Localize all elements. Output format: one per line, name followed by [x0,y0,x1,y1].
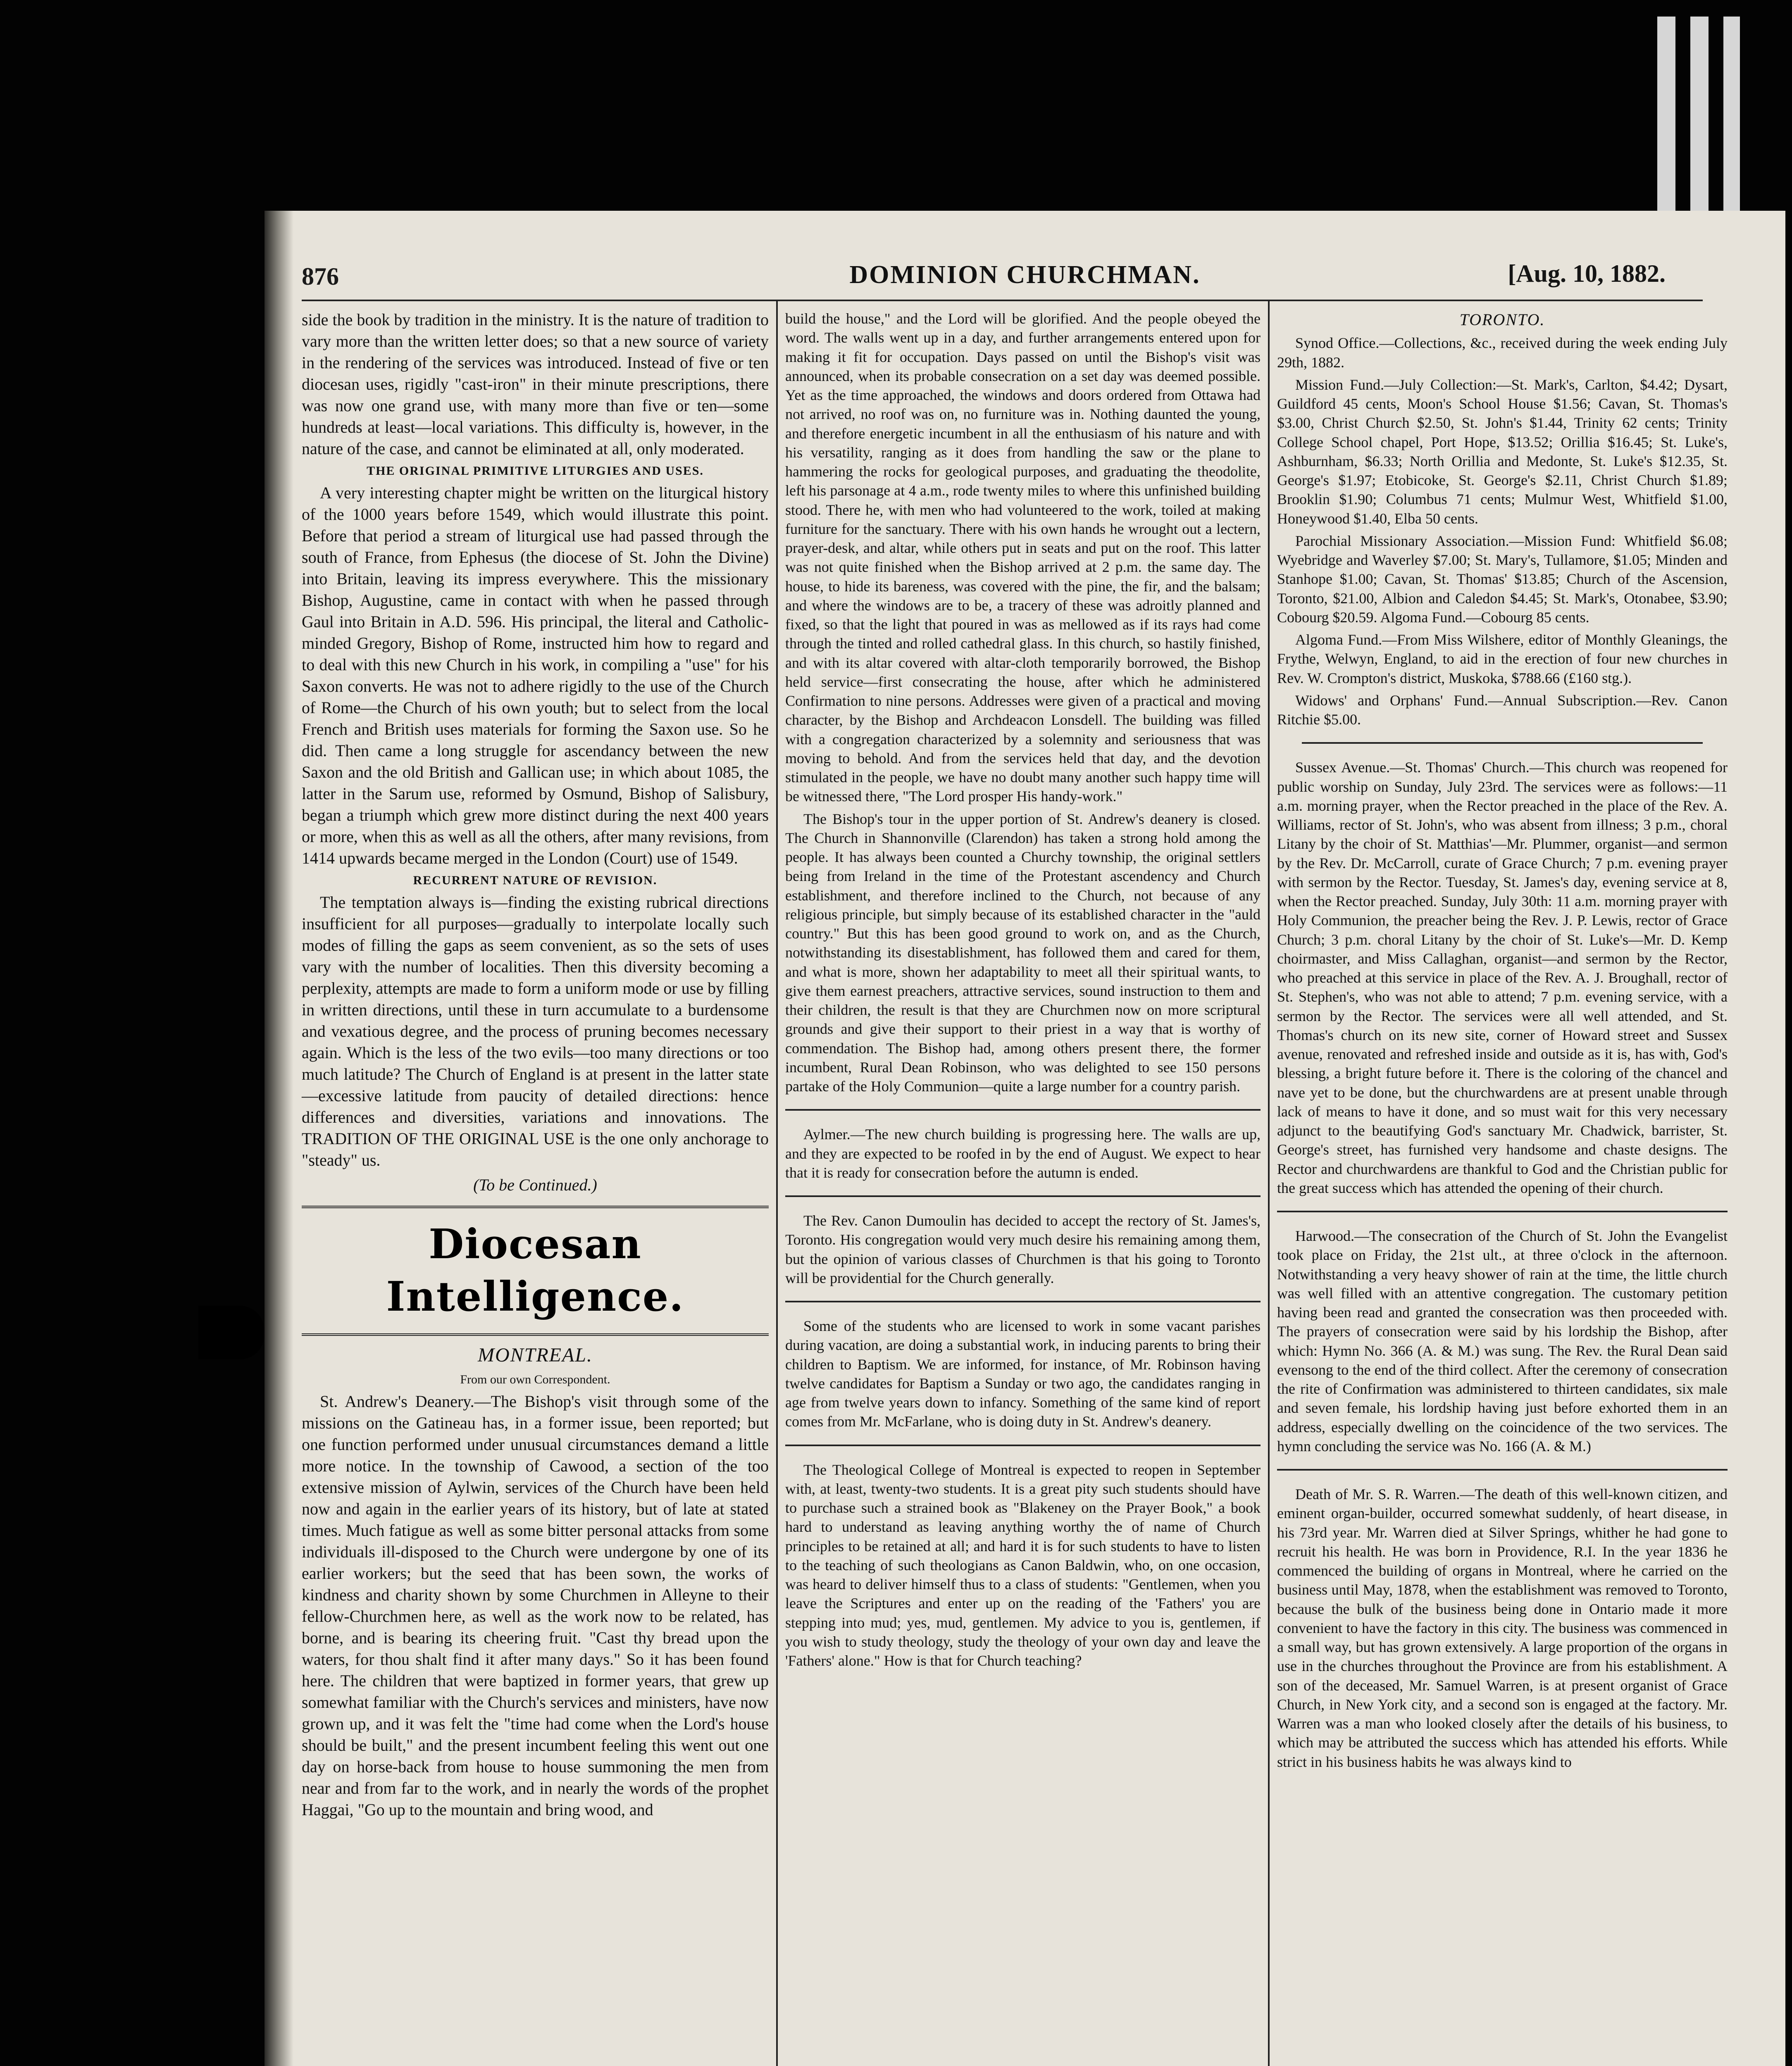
continued-note: (To be Continued.) [473,1176,597,1194]
article-paragraph: Harwood.—The consecration of the Church of St. John the Evangelist took place on Friday, the 21st ult., at three o'clock in the afternoon. Notwithstanding a very heavy shower of rain at the time, the little church was well filled with an attentive congregation. The customary petition having been read and granted the consecration was then proceeded with. The prayers of consecration were said by his lordship the Bishop, after which: Hymn No. 366 (A. & M.) was sung. The Rev. the Rural Dean said evensong to the end of the third collect. After the ceremony of consecration the rite of Confirmation was administered to thirteen candidates, six male and seven female, his lordship having just before exhorted them in an address, especially dwelling on the coincidence of the two services. The hymn concluding the service was No. 166 (A. & M.) [1277,1228,1728,1454]
article-paragraph: Some of the students who are licensed to work in some vacant parishes during vacation, are doing a substantial work, in inducing parents to bring their children to Baptism. We are informed, for instance, of Mr. Robinson having twelve candidates for Baptism a Sunday or two ago, the candidates ranging in age from twelve years down to infancy. Something of the same kind of report comes from Mr. McFarlane, who is doing duty in St. Andrew's deanery. [785,1318,1261,1430]
article-paragraph: The temptation always is—finding the existing rubrical directions insufficient for all purposes—gradually to interpolate locally such modes of filling the gaps as seem convenient, as so the sets of uses vary with the number of localities. Then this diversity becoming a perplexity, attempts are made to form a uniform mode or use by filling in written directions, until these in turn accumulate to a burdensome and vexatious degree, and the process of pruning becomes necessary again. Which is the less of the two evils—too many directions or too much latitude? The Church of England is at present in the latter state—excessive latitude from paucity of detailed directions: hence differences and diversities, variations and innovations. The TRADITION OF THE ORIGINAL USE is the one only anchorage to "steady" us. [302,893,769,1169]
thumb-shadow [198,1306,265,1359]
article-paragraph: Aylmer.—The new church building is progressing here. The walls are up, and they are expected to be roofed in by the end of August. We expect to hear that it is ready for consecration before the autumn is ended. [785,1126,1261,1181]
item-separator [785,1195,1261,1197]
column-3 [1277,309,1728,1775]
article-paragraph: The Rev. Canon Dumoulin has decided to accept the rectory of St. James's, Toronto. His congregation would very much desire his remaining among them, but the opinion of various classes of Churchmen is that his going to Toronto will be providential for the Church generally. [785,1212,1261,1286]
article-paragraph: Death of Mr. S. R. Warren.—The death of this well-known citizen, and eminent organ-builder, occurred somewhat suddenly, of heart disease, in his 73rd year. Mr. Warren died at Silver Springs, whither he had gone to recruit his health. He was born in Providence, R.I. In the year 1836 he commenced the building of organs in Montreal, where he carried on the business until May, 1878, when the establishment was removed to Toronto, because the bulk of the business being done in Ontario made it more convenient to have the factory in this city. The business was commenced in a small way, but has grown extensively. A large proportion of the organs in use in the churches throughout the Province are from his establishment. A son of the deceased, Mr. Samuel Warren, is at present organist of Grace Church, in New York city, and a second son is engaged at the factory. Mr. Warren was a man who looked closely after the details of his business, to which may be attributed the success which has attended his efforts. While strict in his business habits he was always kind to [1277,1486,1728,1770]
section-heading: THE ORIGINAL PRIMITIVE LITURGIES AND USES. [367,464,704,478]
article-paragraph: The Theological College of Montreal is expected to reopen in September with, at least, twenty-two students. It is a great pity such students should have to purchase such a strained book as "Blakeney on the Prayer Book," a book hard to understand as leaving anything worthy the of name of Church principles to be retained at all; and hard it is for such students to have to listen to the teaching of such theologians as Canon Baldwin, who, on one occasion, was heard to deliver himself thus to a class of students: "Gentlemen, when you leave the Scriptures and enter up on the reading of the 'Fathers' you are stepping into mud; yes, mud, gentlemen. My advice to you is, gentlemen, if you wish to study theology, study the theology of your own day and leave the 'Fathers' alone." How is that for Church teaching? [785,1461,1261,1669]
article-paragraph: Sussex Avenue.—St. Thomas' Church.—This church was reopened for public worship on Sunday, July 23rd. The services were as follows:—11 a.m. morning prayer, when the Rector preached in the place of the Rev. A. Williams, rector of St. John's, who was absent from illness; 3 p.m., choral Litany by the choir of St. Matthias'—Mr. Plummer, organist—and sermon by the Rev. Dr. McCarroll, curate of Grace Church; 7 p.m. evening prayer with sermon by the Rector. Tuesday, St. James's day, evening service at 8, when the Rector preached. Sunday, July 30th: 11 a.m. morning prayer with Holy Communion, the preacher being the Rev. J. P. Lewis, rector of Grace Church; 3 p.m. choral Litany by the choir of St. Luke's—Mr. D. Kemp choirmaster, and Miss Callaghan, organist—and sermon by the Rector, who preached at this service in place of the Rev. A. J. Broughall, rector of St. Stephen's, who was not able to attend; 7 p.m. evening service, with a sermon by the Rector. The services were all well attended, and St. Thomas's church on its new site, corner of Howard street and Sussex avenue, renovated and refreshed inside and outside as it is, has with, God's blessing, a bright future before it. There is the coloring of the chancel and nave yet to be done, but the churchwardens are at present unable through lack of means to have it done, and so must wait for this very necessary adjunct to the beautifying God's sanctuary Mr. Chadwick, barrister, St. George's street, has furnished very handsome and chaste designs. The Rector and churchwardens are thankful to God and the Christian public for the great success which has attended the opening of their church. [1277,759,1728,1196]
article-paragraph: St. Andrew's Deanery.—The Bishop's visit through some of the missions on the Gatineau has, in a former issue, been reported; but one function performed under unusual circumstances demand a little more notice. In the township of Cawood, a section of the too extensive mission of Aylwin, services of the Church have been held now and again in the earlier years of its history, but of late at stated times. Much fatigue as well as some bitter personal attacks from some individuals ill-disposed to the Church were undergone by one of its earlier workers; but the seed that has been sown, the works of kindness and charity shown by some Churchmen in Alleyne to their fellow-Churchmen here, as well as the work now to be related, has borne, and is bearing its cheering fruit. "Cast thy bread upon the waters, for thou shalt find it after many days." So it has been found here. The children that were baptized in former years, that grew up somewhat familiar with the Church's services and ministers, have now grown up, and it was felt the "time had come when the Lord's house should be built," and the present incumbent feeling this went out one day on horse-back from house to house summoning the men from near and from far to the work, and in nearly the words of the prophet Haggai, "Go up to the mountain and bring wood, and [302,1392,769,1819]
item-separator [785,1109,1261,1111]
article-paragraph: build the house," and the Lord will be glorified. And the people obeyed the word. The walls went up in a day, and further arrangements entered upon for making it fit for occupation. Days passed on until the Bishop's visit was announced, when its probable consecration on a set day was deemed possible. Yet as the time approached, the windows and doors ordered from Ottawa had not arrived, no roof was on, no furniture was in. Nothing daunted the young, and therefore energetic incumbent in all the enthusiasm of his nature and with his versatility, ranging as it does from handling the saw or the plane to hammering the rocks for geological purposes, and graduating the theodolite, left his parsonage at 4 a.m., rode twenty miles to where this unfinished building stood. There he, with men who had volunteered to the work, toiled at making furniture for the sanctuary. There with his own hands he wrought out a lectern, prayer-desk, and altar, while others put in seats and put on the roof. This latter was not quite finished when the Bishop arrived at 2 p.m. the same day. The house, to hide its bareness, was covered with the pine, the fir, and the balsam; and where the windows are to be, a tracery of these was adroitly planned and fixed, so that the light that poured in was as mellowed as if its rays had come through the tinted and rolled cathedral glass. In this church, so hastily finished, and with its altar covered with altar-cloth temporarily borrowed, the Bishop held service—first consecrating the house, after which he administered Confirmation to nine persons. Addresses were given of a practical and moving character, by the Bishop and Archdeacon Lonsdell. The building was filled with a congregation characterized by a solemnity and seriousness that was moving to behold. And from the services held that day, and the devotion stimulated in the people, we have no doubt many another such happy time will be witnessed there, "The Lord prosper His handy-work." [785,310,1261,805]
newspaper-page [265,211,1785,2066]
article-paragraph: The Bishop's tour in the upper portion of St. Andrew's deanery is closed. The Church in Shannonville (Clarendon) has taken a strong hold among the people. It has always been counted a Churchy township, the original settlers being from Ireland in the time of the Protestant ascendency and Church establishment, and therefore inclined to the Church, not because of any religious principle, but simply because of its established character in the "auld country." But this has been good ground to work on, and as the Church, notwithstanding its disestablishment, has followed them and cared for them, and what is more, shown her adaptability to meet all their spiritual wants, to give them earnest preachers, attractive services, sound instruction to them and their children, the result is that they are Churchmen now on more scriptural grounds and give their support to their priest in a way that is worthy of commendation. The Bishop had, among others present there, the former incumbent, Rural Dean Robinson, who was delighted to see 150 persons partake of the Holy Communion—quite a large number for a country parish. [785,810,1261,1095]
masthead: DOMINION CHURCHMAN. [849,261,1201,289]
article-paragraph: Widows' and Orphans' Fund.—Annual Subscription.—Rev. Canon Ritchie $5.00. [1277,692,1728,728]
page-number: 876 [302,263,339,290]
diocese-heading: TORONTO. [1459,310,1545,329]
book-gutter [265,211,293,2066]
section-banner: Diocesan Intelligence. [302,1206,769,1336]
column-1 [302,309,769,1824]
article-paragraph: Synod Office.—Collections, &c., received during the week ending July 29th, 1882. [1277,335,1728,371]
diocese-heading: MONTREAL. [477,1344,593,1366]
article-paragraph: Mission Fund.—July Collection:—St. Mark's, Carlton, $4.42; Dysart, Guildford 45 cents, Moon's School House $1.56; Cavan, St. Thomas's $3.00, Christ Church $2.50, St. John's $1.44, Trinity 62 cents; Trinity College School chapel, Port Hope, $13.52; Orillia $16.45; St. Luke's, Ashburnham, $6.33; North Orillia and Medonte, St. Luke's $12.35, St. George's $1.97; Etobicoke, St. George's $2.11, Christ Church $1.89; Brooklin $1.90; Columbus 71 cents; Mulmur West, Whitfield $1.00, Honeywood $1.40, Elba 50 cents. [1277,376,1728,527]
article-paragraph: A very interesting chapter might be written on the liturgical history of the 1000 years before 1549, which would illustrate this point. Before that period a stream of liturgical use had passed through the south of France, from Ephesus (the diocese of St. John the Divine) into Britain, leaving its impress everywhere. This the missionary Bishop, Augustine, came in contact with when he passed through Gaul into Britain in A.D. 596. His principal, the literal and Catholic-minded Gregory, Bishop of Rome, instructed him how to regard and to deal with this new Church in his work, in compiling a "use" for his Saxon converts. He was not to adhere rigidly to the use of the Church of Rome—the Church of his own youth; but to select from the local French and British uses materials for forming the Saxon use. So he did. Then came a long struggle for ascendancy between the new Saxon and the old British and Gallican use; in which about 1085, the latter in the Sarum use, reformed by Osmund, Bishop of Salisbury, began a triumph which grew more distinct during the next 400 years or more, when this as well as all the others, after many revisions, from 1414 upwards became merged in the London (Court) use of 1549. [302,483,769,867]
column-rule [776,300,778,2066]
column-rule [1268,300,1270,2066]
header-rule [302,300,1703,301]
page-header [265,211,1785,293]
issue-date: [Aug. 10, 1882. [1508,260,1666,287]
item-separator [785,1301,1261,1302]
column-2 [785,309,1261,1673]
article-paragraph: Parochial Missionary Association.—Mission Fund: Whitfield $6.08; Wyebridge and Waverley $7.00; St. Mary's, Tullamore, $1.05; Minden and Stanhope $1.00; Cavan, St. Thomas' $13.85; Church of the Ascension, Toronto, $21.00, Albion and Caledon $4.45; St. Mark's, Otonabee, $3.90; Cobourg $20.59. Algoma Fund.—Cobourg 85 cents. [1277,532,1728,626]
item-separator [1302,742,1703,744]
section-heading: RECURRENT NATURE OF REVISION. [413,874,658,887]
article-paragraph: side the book by tradition in the ministry. It is the nature of tradition to vary more than the written letter does; so that a new source of variety in the rendering of the services was introduced. Instead of five or ten diocesan uses, rigidly "cast-iron" in their minute prescriptions, there was now one grand use, with many more than five or ten—some hundreds at least—local variations. This difficulty is, however, in the nature of the case, and cannot be eliminated at all, only moderated. [302,310,769,458]
item-separator [1277,1469,1728,1471]
item-separator [785,1445,1261,1446]
correspondent-line: From our own Correspondent. [460,1373,610,1387]
item-separator [1277,1211,1728,1212]
article-paragraph: Algoma Fund.—From Miss Wilshere, editor of Monthly Gleanings, the Frythe, Welwyn, England, to aid in the erection of four new churches in Rev. W. Crompton's district, Muskoka, $788.66 (£160 stg.). [1277,631,1728,686]
